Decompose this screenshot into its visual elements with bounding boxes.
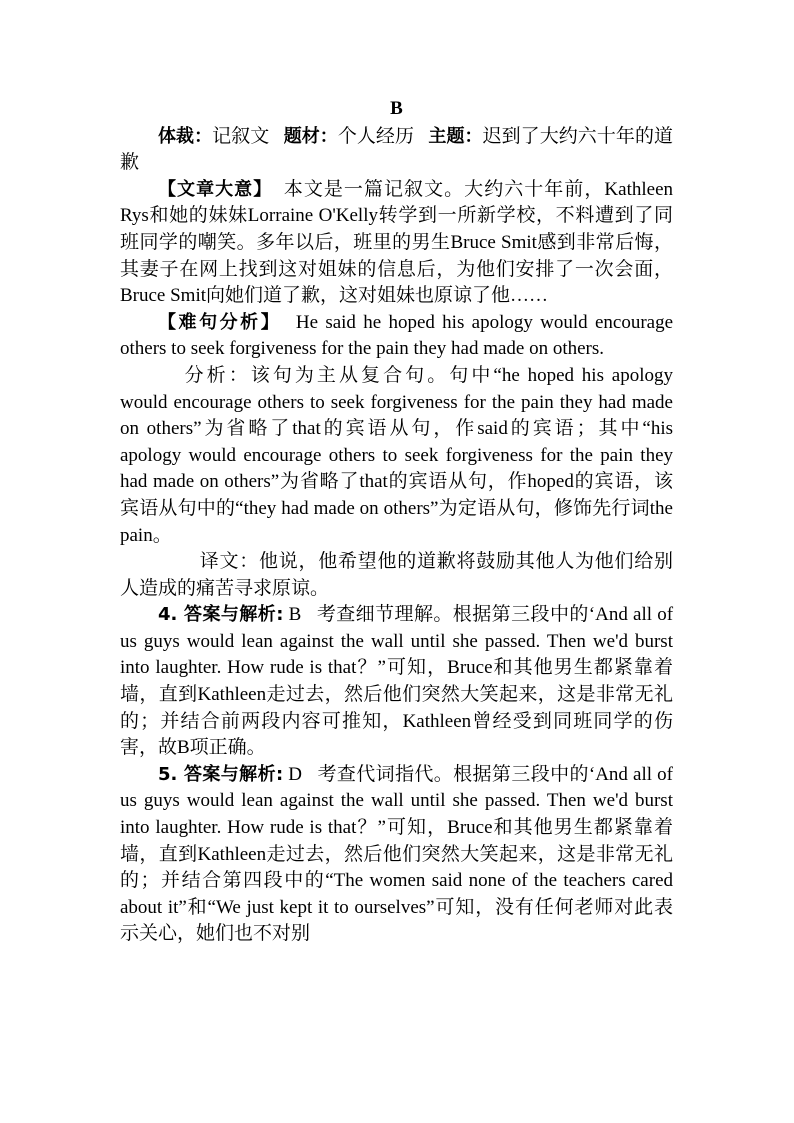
topic-value: 个人经历 (337, 125, 415, 147)
q5-label: 5. 答案与解析: (158, 763, 284, 785)
summary-text: 本文是一篇记叙文。大约六十年前，Kathleen Rys和她的妹妹Lorraine O'Kelly转学到一所新学校，不料遭到了同班同学的嘲笑。多年以后，班里的男生Bruce Smit感到非常后悔，其妻子在网上找到这对姐妹的信息后，为他们安排了一次会面，Bruce Smit向她们道了歉，这对姐妹也原谅了他…… (120, 178, 673, 307)
q5-text: 考查代词指代。根据第三段中的‘And all of us guys would lean against the wall until she passed. Then we'd burst into laughter. How rude is that？”可知，Bruce和其他男生都紧靠着墙，直到Kathleen走过去，然后他们突然大笑起来，这是非常无礼的；并结合第四段中的“The women said none of the teachers cared about it”和“We just kept it to ourselves”可知，没有任何老师对此表示关心，她们也不对别 (120, 763, 674, 945)
genre-line (120, 124, 673, 177)
q4-text: 考查细节理解。根据第三段中的‘And all of us guys would lean against the wall until she passed. Then we'd burst into laughter. How rude is that？”可知，Bruce和其他男生都紧靠着墙，直到Kathleen走过去，然后他们突然大笑起来，这是非常无礼的；并结合前两段内容可推知，Kathleen曾经受到同班同学的伤害，故B项正确。 (120, 604, 674, 759)
q4-label: 4. 答案与解析: (158, 604, 284, 626)
analysis-paragraph: 分析：该句为主从复合句。句中“he hoped his apology would encourage others to seek forgiveness for the pain they had made on others”为省略了that的宾语从句，作said的宾语；其中“his apology would encourage others to seek forgiveness for the pain they had made on others”为省略了that的宾语从句，作hoped的宾语，该宾语从句中的“they had made on others”为定语从句，修饰先行词the pain。 (120, 364, 673, 546)
q5-answer: D (288, 763, 303, 785)
section-heading: B (390, 98, 403, 119)
q4-answer: B (288, 604, 302, 626)
translation-paragraph: 译文：他说，他希望他的道歉将鼓励其他人为他们给别人造成的痛苦寻求原谅。 (120, 551, 673, 599)
theme-value: 迟到了大约六十年的道歉 (120, 125, 673, 174)
topic-label: 题材： (283, 125, 338, 147)
question-4-paragraph (120, 602, 673, 762)
sentence-label: 【难句分析】 (158, 311, 282, 333)
sentence-paragraph (120, 310, 673, 363)
summary-paragraph (120, 177, 673, 310)
document-page (120, 96, 673, 948)
sentence-text: He said he hoped his apology would encourage others to seek forgiveness for the pain they had made on others. (120, 311, 674, 360)
genre-value: 记叙文 (212, 125, 270, 147)
summary-label: 【文章大意】 (158, 178, 273, 200)
genre-label: 体裁： (158, 125, 213, 147)
question-5-paragraph (120, 762, 673, 948)
theme-label: 主题： (428, 125, 483, 147)
